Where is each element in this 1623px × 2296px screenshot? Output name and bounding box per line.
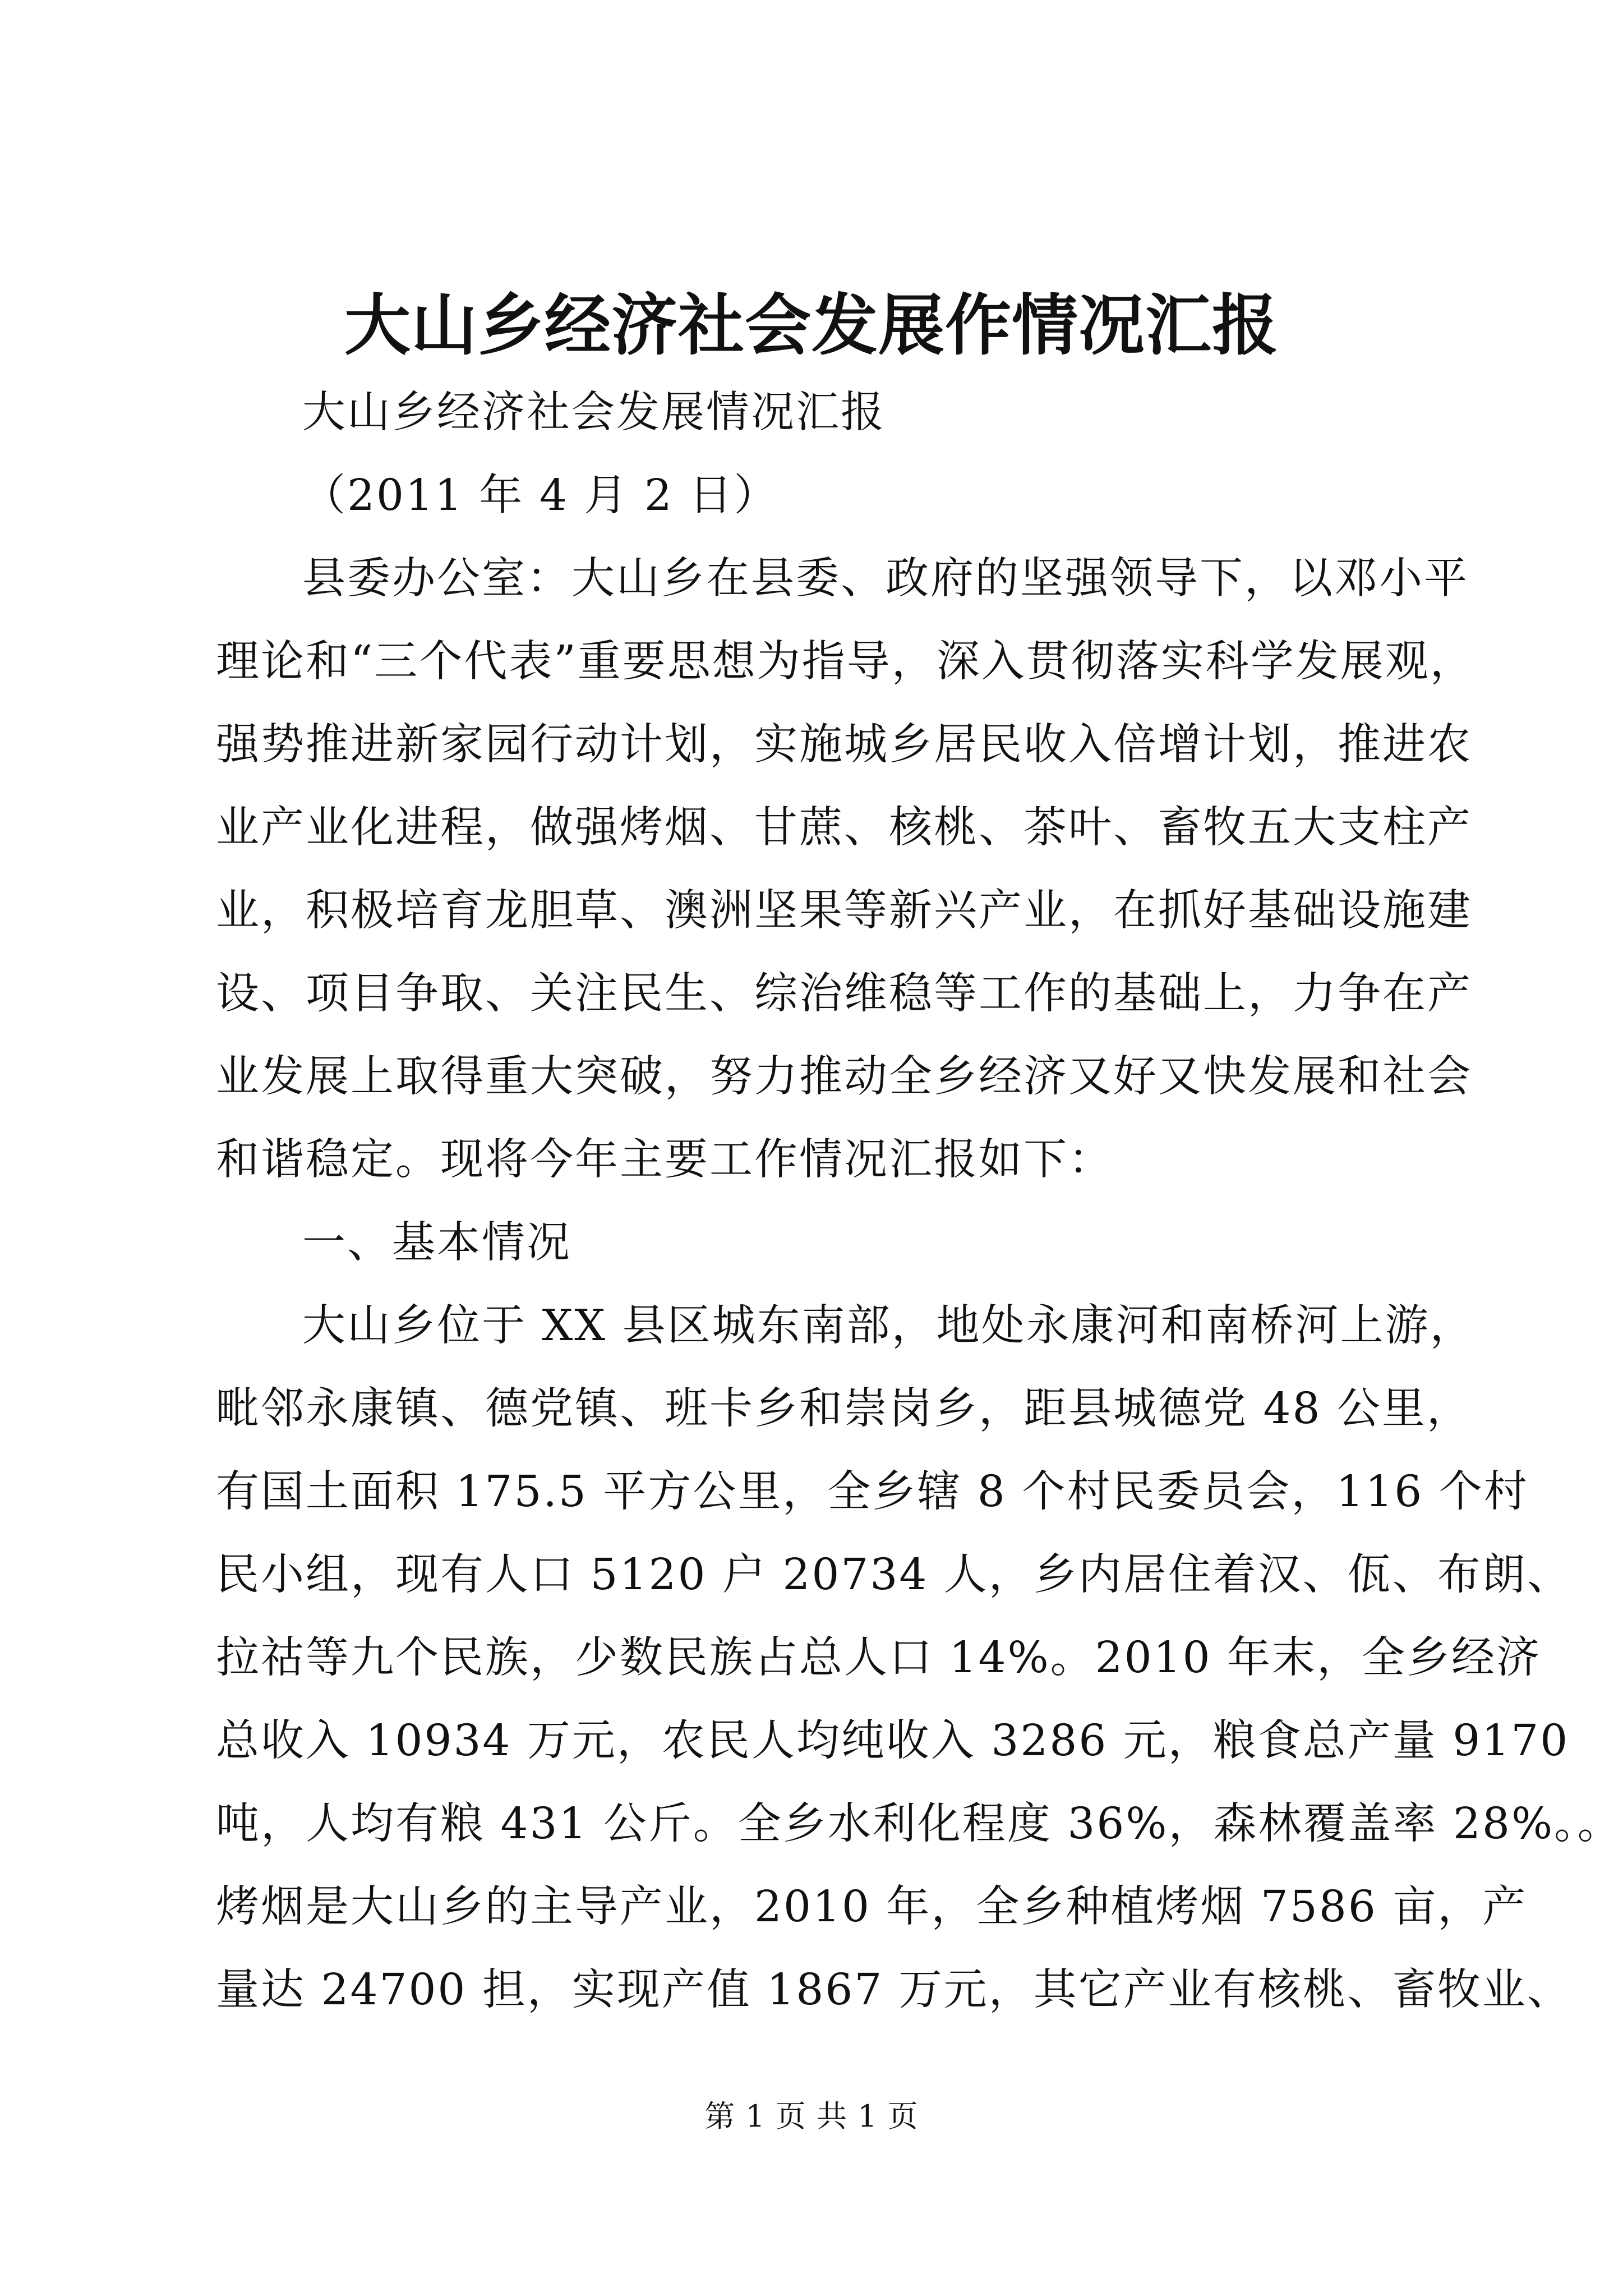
text-line: 县委办公室：大山乡在县委、政府的坚强领导下，以邓小平 (302, 554, 1469, 604)
text-line: 设、项目争取、关注民生、综治维稳等工作的基础上，力争在产 (216, 969, 1472, 1019)
text-line: 大山乡位于 XX 县区城东南部，地处永康河和南桥河上游， (302, 1301, 1475, 1351)
page-footer: 第 1 页 共 1 页 (704, 2099, 919, 2134)
text-line: （2011 年 4 月 2 日） (302, 471, 779, 521)
text-line: 有国土面积 175.5 平方公里，全乡辖 8 个村民委员会，116 个村 (216, 1467, 1529, 1517)
text-line: 业产业化进程，做强烤烟、甘蔗、核桃、茶叶、畜牧五大支柱产 (216, 803, 1472, 853)
text-line: 业，积极培育龙胆草、澳洲坚果等新兴产业，在抓好基础设施建 (216, 886, 1472, 936)
section-heading: 一、基本情况 (302, 1218, 571, 1268)
text-line: 大山乡经济社会发展情况汇报 (302, 388, 886, 438)
text-line: 毗邻永康镇、德党镇、班卡乡和崇岗乡，距县城德党 48 公里， (216, 1384, 1472, 1434)
text-line: 总收入 10934 万元，农民人均纯收入 3286 元，粮食总产量 9170 (216, 1716, 1570, 1766)
text-line: 拉祜等九个民族，少数民族占总人口 14%。2010 年末，全乡经济 (216, 1633, 1542, 1683)
document-title: 大山乡经济社会发展作情况汇报 (344, 286, 1279, 364)
text-line: 量达 24700 担，实现产值 1867 万元，其它产业有核桃、畜牧业、 (216, 1965, 1572, 2015)
document-body (216, 371, 1622, 2032)
text-line: 理论和“三个代表”重要思想为指导，深入贯彻落实科学发展观， (216, 637, 1475, 687)
text-line: 吨，人均有粮 431 公斤。全乡水利化程度 36%，森林覆盖率 28%。。 (216, 1799, 1622, 1849)
text-line: 民小组，现有人口 5120 户 20734 人，乡内居住着汉、佤、布朗、 (216, 1550, 1572, 1600)
text-line: 和谐稳定。现将今年主要工作情况汇报如下： (216, 1135, 1113, 1185)
text-line: 强势推进新家园行动计划，实施城乡居民收入倍增计划，推进农 (216, 720, 1472, 770)
text-line: 烤烟是大山乡的主导产业，2010 年，全乡种植烤烟 7586 亩，产 (216, 1882, 1528, 1932)
text-line: 业发展上取得重大突破，努力推动全乡经济又好又快发展和社会 (216, 1052, 1472, 1102)
